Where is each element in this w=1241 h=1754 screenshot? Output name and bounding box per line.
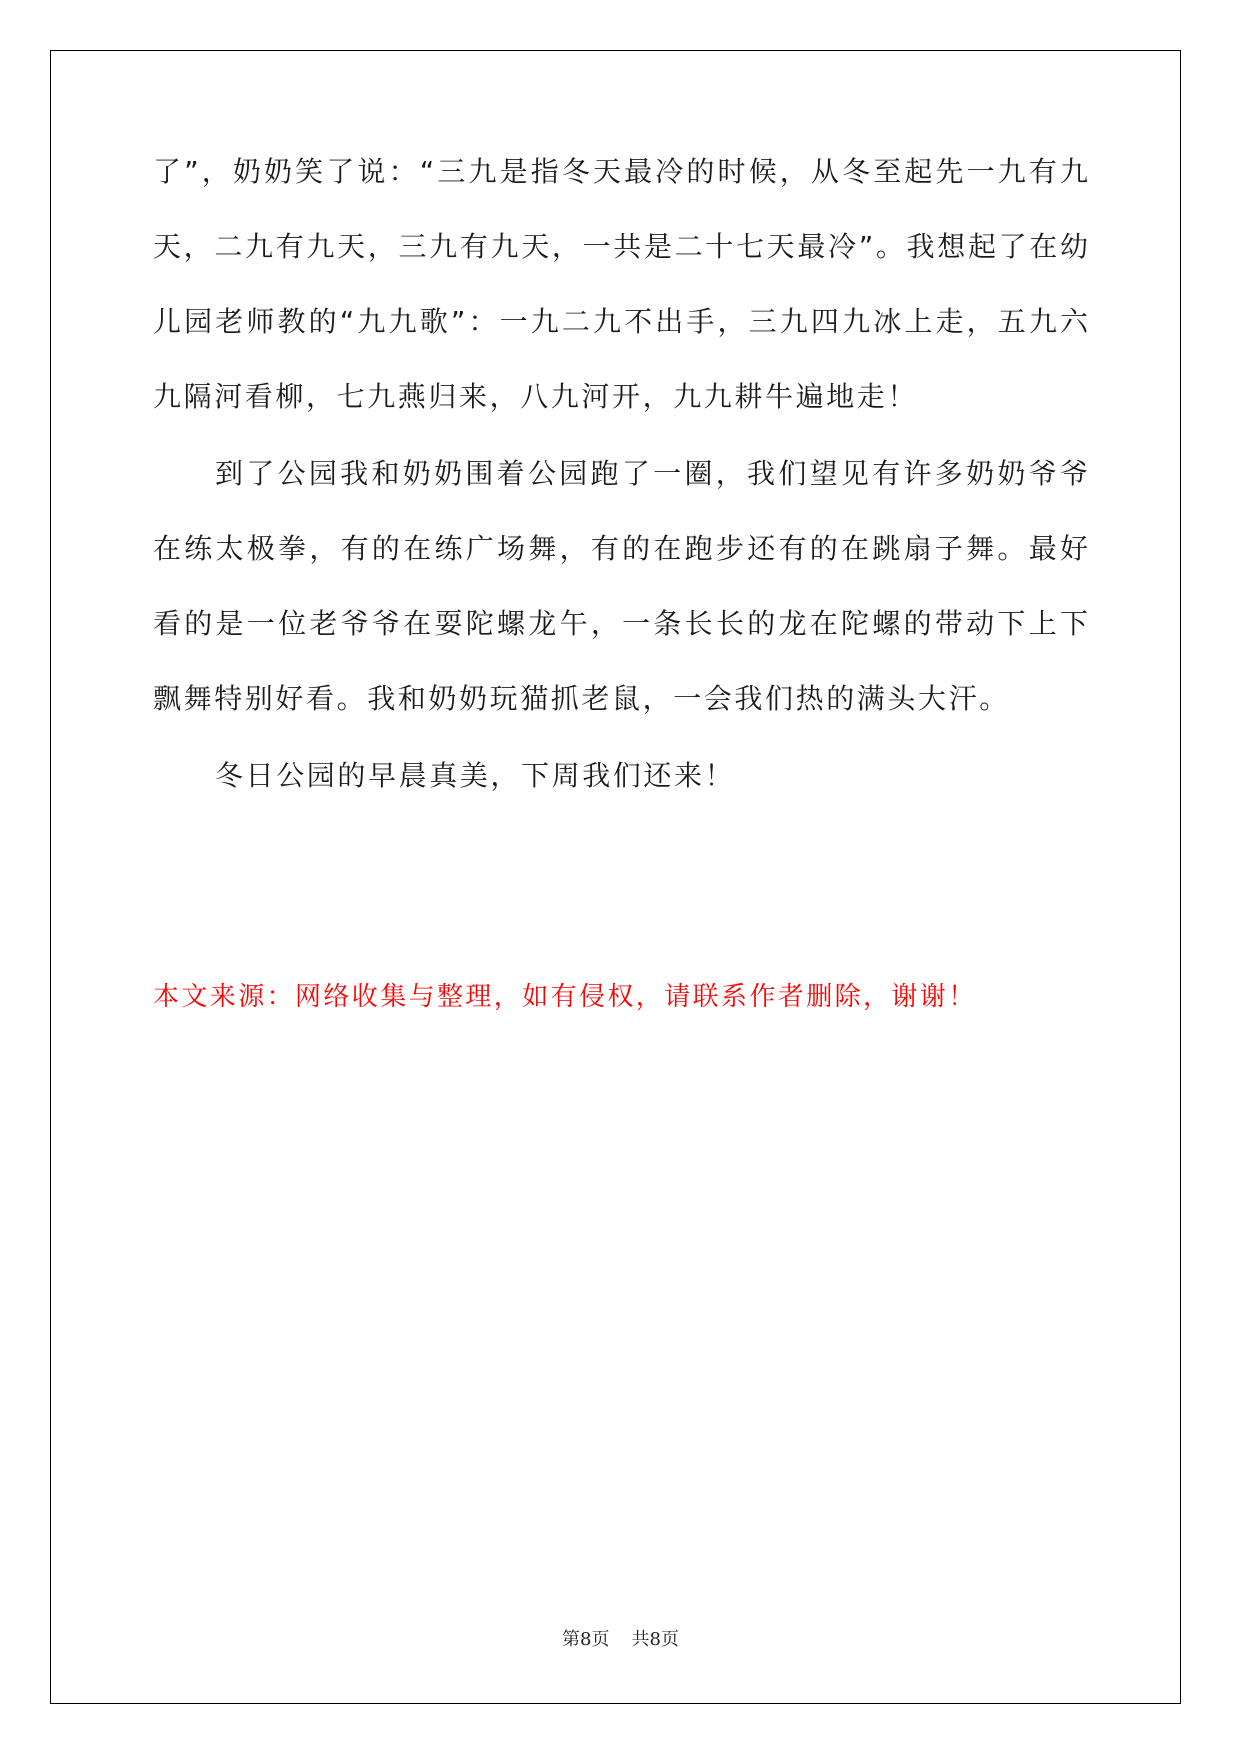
text-line: 飘舞特别好看。我和奶奶玩猫抓老鼠，一会我们热的满头大汗。 <box>153 682 1010 715</box>
page-footer <box>0 1628 1241 1652</box>
page-number-current: 第8页 <box>562 1629 610 1650</box>
text-line: 看的是一位老爷爷在耍陀螺龙午，一条长长的龙在陀螺的带动下上下 <box>153 607 1088 640</box>
page-number-total: 共8页 <box>631 1629 679 1650</box>
text-line: 天，二九有九天，三九有九天，一共是二十七天最冷”。我想起了在幼 <box>153 230 1088 263</box>
source-note: 本文来源：网络收集与整理，如有侵权，请联系作者删除，谢谢！ <box>153 982 977 1012</box>
text-line: 在练太极拳，有的在练广场舞，有的在跑步还有的在跳扇子舞。最好 <box>153 532 1088 565</box>
text-line: 到了公园我和奶奶围着公园跑了一圈，我们望见有许多奶奶爷爷 <box>215 457 1088 490</box>
text-line: 了”，奶奶笑了说：“三九是指冬天最冷的时候，从冬至起先一九有九 <box>153 155 1088 188</box>
text-line: 儿园老师教的“九九歌”：一九二九不出手，三九四九冰上走，五九六 <box>153 305 1088 338</box>
text-line: 九隔河看柳，七九燕归来，八九河开，九九耕牛遍地走！ <box>153 380 919 413</box>
text-line: 冬日公园的早晨真美，下周我们还来！ <box>215 759 736 792</box>
